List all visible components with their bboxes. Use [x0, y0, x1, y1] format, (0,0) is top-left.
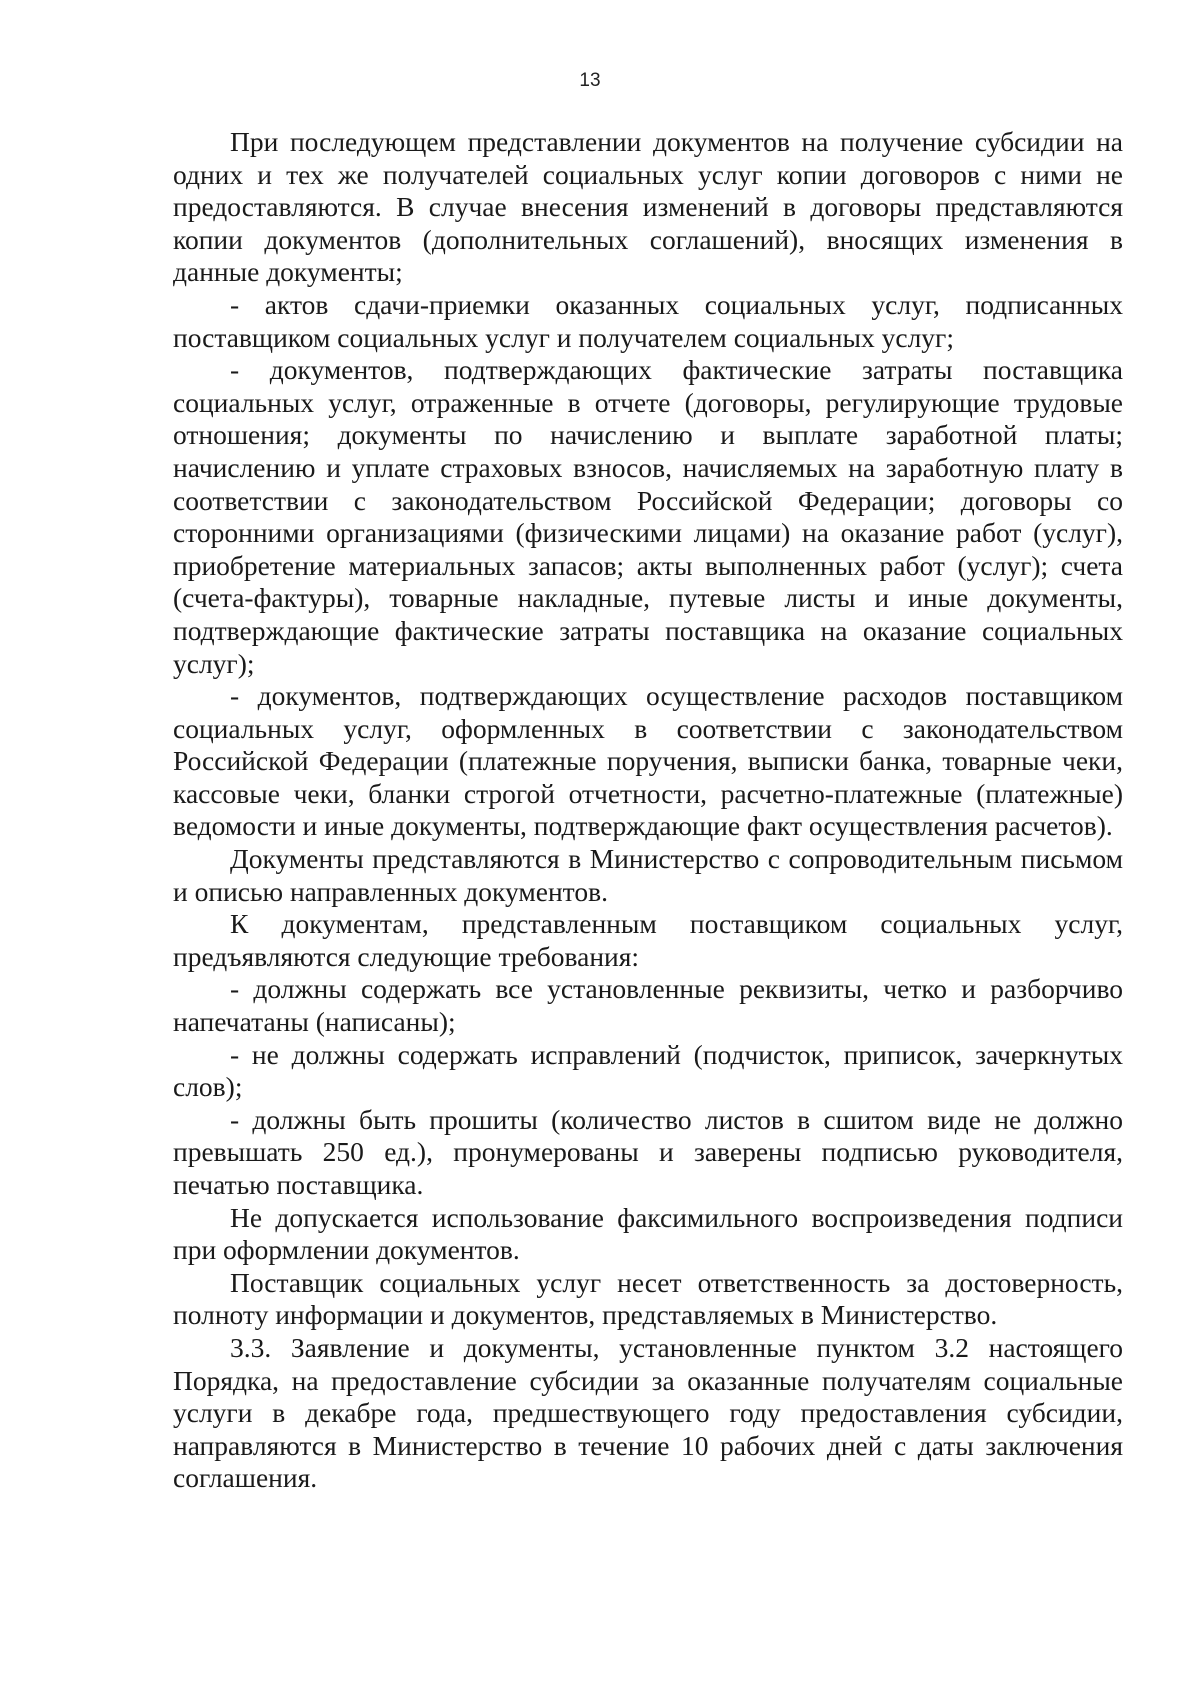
- paragraph-actual-costs-documents: - документов, подтверждающих фактические затраты поставщика социальных услуг, отраженные в отчете (договоры, регулирующие трудовые отношения; документы по начислению и выплате заработной платы; начислению и уплате страховых взносов, начисляемых на заработную плату в соответствии с законодательством Российской Федерации; договоры со сторонними организациями (физическими лицами) на оказание работ (услуг), приобретение материальных запасов; акты выполненных работ (услуг); счета (счета-фактуры), товарные накладные, путевые листы и иные документы, подтверждающие фактические затраты поставщика на оказание социальных услуг);: [173, 354, 1123, 679]
- paragraph-requirement-no-corrections: - не должны содержать исправлений (подчисток, приписок, зачеркнутых слов);: [173, 1038, 1123, 1103]
- paragraph-requirement-stitched: - должны быть прошиты (количество листов в сшитом виде не должно превышать 250 ед.), пронумерованы и заверены подписью руководителя, печатью поставщика.: [173, 1103, 1123, 1200]
- paragraph-supplier-responsibility: Поставщик социальных услуг несет ответственность за достоверность, полноту информации и документов, представляемых в Министерство.: [173, 1266, 1123, 1331]
- document-body: [173, 126, 1123, 1495]
- page-number: 13: [579, 70, 601, 91]
- paragraph-section-3-3: 3.3. Заявление и документы, установленные пунктом 3.2 настоящего Порядка, на предоставление субсидии за оказанные получателям социальные услуги в декабре года, предшествующего году предоставления субсидии, направляются в Министерство в течение 10 рабочих дней с даты заключения соглашения.: [173, 1331, 1123, 1494]
- paragraph-requirements-intro: К документам, представленным поставщиком социальных услуг, предъявляются следующие требования:: [173, 908, 1123, 972]
- paragraph-requirement-requisites: - должны содержать все установленные реквизиты, четко и разборчиво напечатаны (написаны);: [173, 973, 1123, 1038]
- paragraph-no-facsimile: Не допускается использование факсимильного воспроизведения подписи при оформлении документов.: [173, 1201, 1123, 1266]
- paragraph-expense-documents: - документов, подтверждающих осуществление расходов поставщиком социальных услуг, оформленных в соответствии с законодательством Российской Федерации (платежные поручения, выписки банка, товарные чеки, кассовые чеки, бланки строгой отчетности, расчетно-платежные (платежные) ведомости и иные документы, подтверждающие факт осуществления расчетов).: [173, 680, 1123, 842]
- paragraph-submission-to-ministry: Документы представляются в Министерство с сопроводительным письмом и описью направленных документов.: [173, 843, 1123, 907]
- paragraph-acceptance-acts: - актов сдачи-приемки оказанных социальных услуг, подписанных поставщиком социальных услуг и получателем социальных услуг;: [173, 288, 1123, 353]
- paragraph-copies-of-contracts: При последующем представлении документов на получение субсидии на одних и тех же получателей социальных услуг копии договоров с ними не предоставляются. В случае внесения изменений в договоры представляются копии документов (дополнительных соглашений), вносящих изменения в данные документы;: [173, 126, 1123, 288]
